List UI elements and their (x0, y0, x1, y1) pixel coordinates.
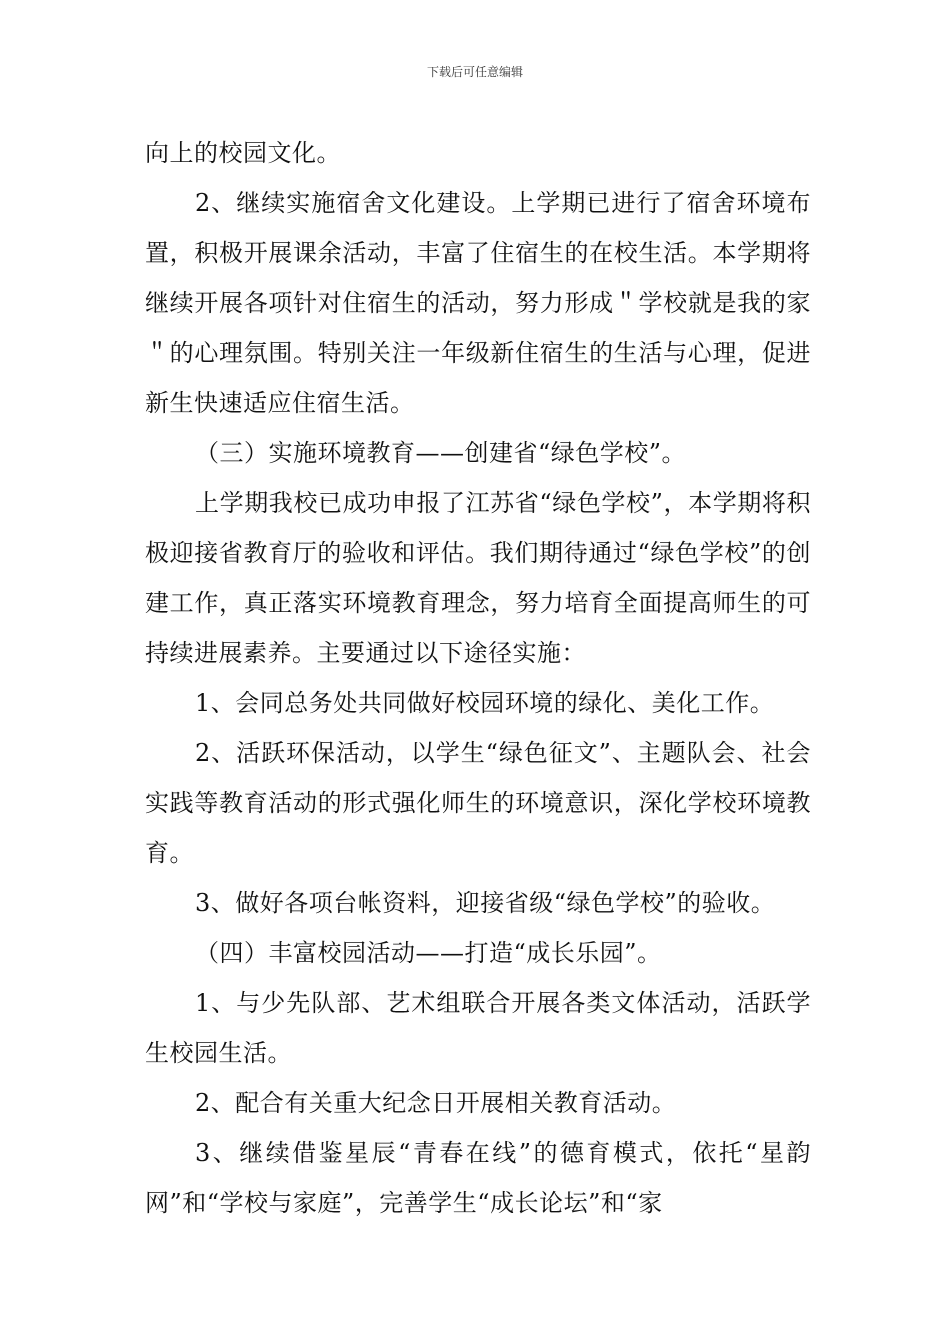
section-heading-campus-activities: （四）丰富校园活动——打造“成长乐园”。 (195, 939, 662, 967)
document-body (145, 128, 811, 1228)
paragraph-continuation: 向上的校园文化。 (145, 139, 341, 167)
list-item-greening: 1、会同总务处共同做好校园环境的绿化、美化工作。 (195, 689, 775, 717)
page-header-note: 下载后可任意编辑 (426, 65, 523, 79)
list-item-records: 3、做好各项台帐资料，迎接省级“绿色学校”的验收。 (195, 889, 776, 917)
list-item-commemoration: 2、配合有关重大纪念日开展相关教育活动。 (195, 1089, 677, 1117)
list-item-environmental-activities: 2、活跃环保活动，以学生“绿色征文”、主题队会、社会实践等教育活动的形式强化师生的环境意识，深化学校环境教育。 (145, 739, 811, 867)
section-heading-environment-education: （三）实施环境教育——创建省“绿色学校”。 (195, 439, 687, 467)
list-item-moral-education: 3、继续借鉴星辰“青春在线”的德育模式，依托“星韵网”和“学校与家庭”，完善学生“成长论坛”和“家 (145, 1139, 811, 1217)
paragraph-dormitory-culture: 2、继续实施宿舍文化建设。上学期已进行了宿舍环境布置，积极开展课余活动，丰富了住宿生的在校生活。本学期将继续开展各项针对住宿生的活动，努力形成＂学校就是我的家＂的心理氛围。特别关注一年级新住宿生的生活与心理，促进新生快速适应住宿生活。 (145, 189, 811, 417)
paragraph-green-school: 上学期我校已成功申报了江苏省“绿色学校”，本学期将积极迎接省教育厅的验收和评估。我们期待通过“绿色学校”的创建工作，真正落实环境教育理念，努力培育全面提高师生的可持续进展素养。主要通过以下途径实施： (145, 489, 811, 667)
list-item-cultural-sports: 1、与少先队部、艺术组联合开展各类文体活动，活跃学生校园生活。 (145, 989, 811, 1067)
